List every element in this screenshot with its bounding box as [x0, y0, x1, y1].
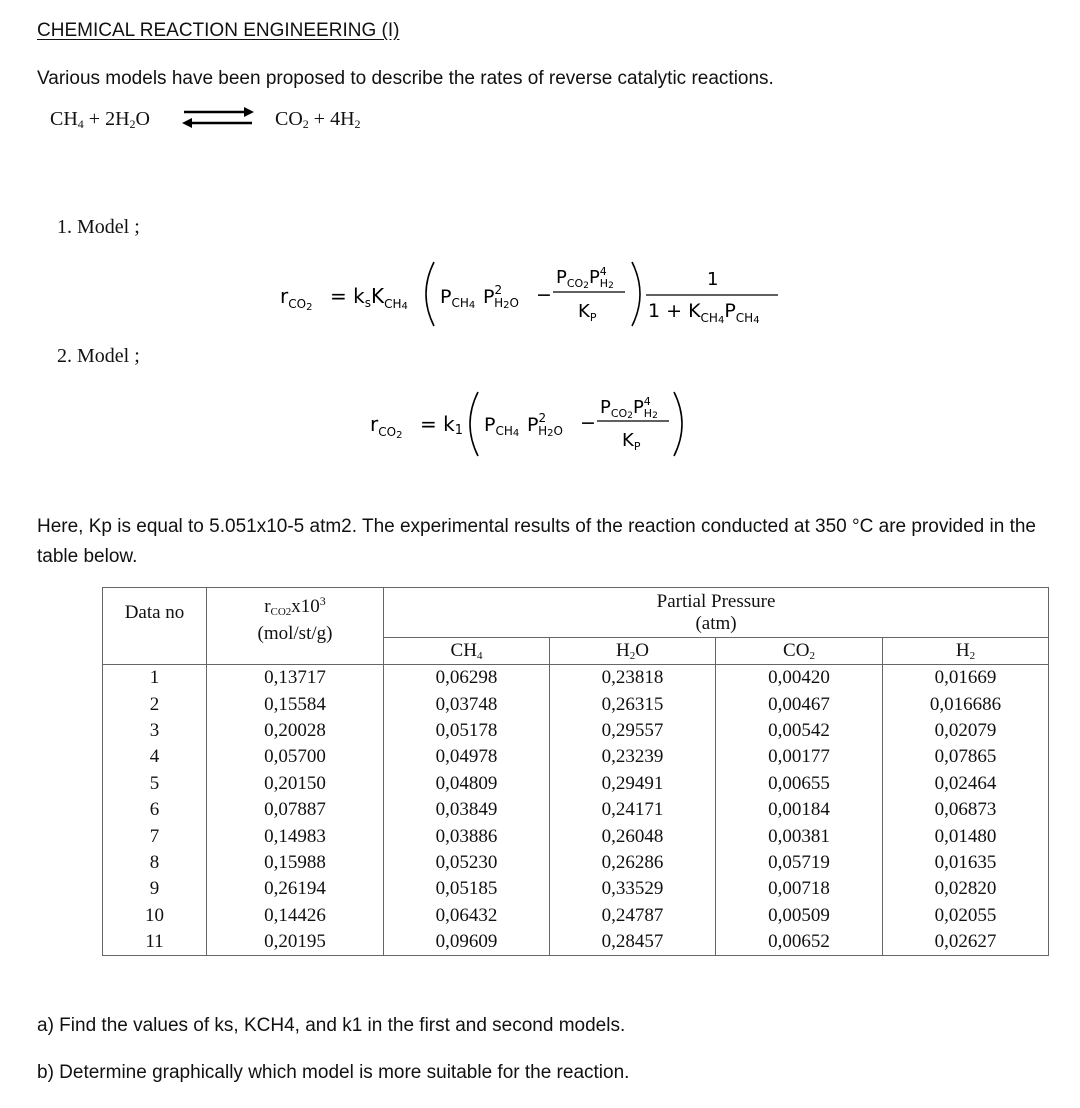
table-cell: 0,04809	[384, 771, 550, 797]
table-cell: 0,02464	[883, 771, 1049, 797]
product-co-sub: 2	[302, 117, 309, 131]
table-cell: 10	[103, 903, 207, 929]
reaction-reactants	[50, 108, 150, 132]
m2-rhs-k: = k1	[420, 412, 463, 438]
m2-p-h2o: $P^2$ H2O	[527, 411, 563, 439]
reactant-ch-sub: 4	[77, 117, 84, 131]
table-cell: 0,00542	[716, 718, 883, 744]
h2o-sub: 2	[629, 650, 636, 662]
m1-minus: −	[536, 284, 552, 306]
table-cell: 0,00652	[716, 929, 883, 956]
col-header-rate	[207, 588, 384, 665]
table-cell: 0,00655	[716, 771, 883, 797]
m1-p-ch4: $P_{CH}4$	[440, 286, 476, 311]
table-cell: 0,05230	[384, 850, 550, 876]
model-1-label: 1. Model ;	[57, 216, 140, 238]
table-cell: 1	[103, 665, 207, 692]
table-row	[103, 744, 1049, 770]
table-cell: 0,016686	[883, 691, 1049, 717]
table-cell: 0,00509	[716, 903, 883, 929]
table-cell: 0,02079	[883, 718, 1049, 744]
product-h: + 4H	[308, 108, 355, 130]
m1-den: $K_P$	[578, 301, 597, 324]
table-cell: 0,26048	[550, 823, 716, 849]
col-header-h2o	[550, 638, 716, 665]
table-cell: 0,06298	[384, 665, 550, 692]
h2-sub: 2	[969, 650, 976, 662]
question-a: a) Find the values of ks, KCH4, and k1 in the first and second models.	[37, 1015, 626, 1036]
table-cell: 0,05719	[716, 850, 883, 876]
m1-num: $P_{CO}2P^4$ H2	[556, 265, 614, 291]
reactant-water-end: O	[135, 108, 150, 130]
ch4-label: CH	[450, 640, 477, 661]
table-cell: 0,20150	[207, 771, 384, 797]
equilibrium-arrows-icon	[178, 104, 258, 132]
table-cell: 0,29557	[550, 718, 716, 744]
table-cell: 0,07865	[883, 744, 1049, 770]
table-row	[103, 876, 1049, 902]
table-cell: 0,14983	[207, 823, 384, 849]
h2o-end: O	[635, 640, 649, 661]
table-row	[103, 718, 1049, 744]
table-cell: 0,01635	[883, 850, 1049, 876]
h2-label: H	[955, 640, 970, 661]
co2-sub: 2	[809, 650, 815, 662]
table-row	[103, 823, 1049, 849]
product-co: CO	[275, 108, 303, 130]
table-cell: 0,00467	[716, 691, 883, 717]
table-cell: 7	[103, 823, 207, 849]
table-cell: 0,23818	[550, 665, 716, 692]
table-cell: 0,05178	[384, 718, 550, 744]
reactant-ch: CH	[50, 108, 78, 130]
table-cell: 0,29491	[550, 771, 716, 797]
m2-minus: −	[580, 412, 596, 434]
m1-right-paren	[632, 262, 640, 326]
table-row	[103, 691, 1049, 717]
table-cell: 0,06873	[883, 797, 1049, 823]
m1-left-paren	[426, 262, 434, 326]
reaction-products	[275, 108, 361, 132]
table-cell: 0,03886	[384, 823, 550, 849]
table-cell: 0,26286	[550, 850, 716, 876]
intro-text: Various models have been proposed to describe the rates of reverse catalytic reactions.	[37, 68, 774, 89]
table-cell: 0,00718	[716, 876, 883, 902]
table-cell: 0,00381	[716, 823, 883, 849]
m2-right-paren	[674, 392, 682, 456]
table-cell: 0,15584	[207, 691, 384, 717]
ch4-sub: 4	[476, 650, 483, 662]
col-header-partial-pressure	[384, 588, 1049, 638]
m2-lhs: $r_{CO}2$	[370, 412, 403, 441]
table-row	[103, 797, 1049, 823]
table-cell: 0,04978	[384, 744, 550, 770]
table-cell: 0,13717	[207, 665, 384, 692]
table-cell: 0,26194	[207, 876, 384, 902]
col-header-data-no: Data no	[103, 588, 207, 665]
m2-den: $K_P$	[622, 430, 641, 453]
pp-label: Partial Pressure	[656, 591, 776, 612]
h2o-label: H	[616, 640, 630, 661]
table-cell: 6	[103, 797, 207, 823]
table-cell: 0,03849	[384, 797, 550, 823]
table-cell: 0,28457	[550, 929, 716, 956]
experimental-data-table	[102, 587, 1049, 956]
table-cell: 0,05185	[384, 876, 550, 902]
table-cell: 0,01669	[883, 665, 1049, 692]
table-row	[103, 903, 1049, 929]
table-cell: 0,23239	[550, 744, 716, 770]
table-cell: 0,00420	[716, 665, 883, 692]
m1-one: 1	[707, 269, 719, 290]
rate-unit: (mol/st/g)	[257, 623, 333, 644]
col-header-co2	[716, 638, 883, 665]
table-cell: 0,24171	[550, 797, 716, 823]
reactant-water-sub: 2	[129, 117, 136, 131]
rate-sup: 3	[319, 594, 326, 608]
table-cell: 8	[103, 850, 207, 876]
table-cell: 0,15988	[207, 850, 384, 876]
m1-rhs-k: = $k_sK_{CH}4$	[330, 284, 408, 312]
table-row	[103, 665, 1049, 692]
table-cell: 0,26315	[550, 691, 716, 717]
table-cell: 0,00177	[716, 744, 883, 770]
table-cell: 2	[103, 691, 207, 717]
table-cell: 0,01480	[883, 823, 1049, 849]
table-cell: 0,24787	[550, 903, 716, 929]
table-cell: 0,00184	[716, 797, 883, 823]
col-header-ch4	[384, 638, 550, 665]
col-header-h2	[883, 638, 1049, 665]
co2-label: CO	[783, 640, 810, 661]
table-cell: 0,07887	[207, 797, 384, 823]
rate-r: r	[264, 596, 271, 617]
table-cell: 0,03748	[384, 691, 550, 717]
model-2-label: 2. Model ;	[57, 345, 140, 367]
table-cell: 0,33529	[550, 876, 716, 902]
table-cell: 0,05700	[207, 744, 384, 770]
table-cell: 0,20028	[207, 718, 384, 744]
table-cell: 0,20195	[207, 929, 384, 956]
m1-den2: $1 + K_{CH}4P_{CH}4$	[648, 300, 760, 326]
table-row	[103, 771, 1049, 797]
m2-p-ch4: $P_{CH}4$	[484, 414, 520, 439]
reactant-water: + 2H	[83, 108, 130, 130]
table-cell: 11	[103, 929, 207, 956]
m1-p-h2o: $P^2$ H2O	[483, 283, 519, 311]
table-cell: 0,02820	[883, 876, 1049, 902]
rate-x: x10	[291, 596, 320, 617]
kp-description: Here, Kp is equal to 5.051x10-5 atm2. The experimental results of the reaction conducted at 350 °C are provided in the table below.	[37, 516, 1037, 567]
table-row	[103, 929, 1049, 956]
table-cell: 4	[103, 744, 207, 770]
m2-num: $P_{CO}2P^4$ H2	[600, 395, 658, 421]
table-cell: 9	[103, 876, 207, 902]
table-cell: 0,09609	[384, 929, 550, 956]
model-2-formula	[368, 386, 698, 466]
m2-left-paren	[470, 392, 478, 456]
table-cell: 0,06432	[384, 903, 550, 929]
pp-unit: (atm)	[695, 613, 737, 634]
table-cell: 3	[103, 718, 207, 744]
product-h-sub: 2	[354, 117, 361, 131]
m1-lhs: $r_{CO}2$	[280, 284, 313, 313]
table-row	[103, 850, 1049, 876]
model-1-formula	[278, 254, 788, 334]
table-cell: 5	[103, 771, 207, 797]
table-cell: 0,02627	[883, 929, 1049, 956]
rate-sub: CO2	[270, 606, 292, 618]
page-title: CHEMICAL REACTION ENGINEERING (I)	[37, 20, 400, 41]
question-b: b) Determine graphically which model is more suitable for the reaction.	[37, 1062, 630, 1083]
table-cell: 0,02055	[883, 903, 1049, 929]
table-body	[103, 665, 1049, 956]
table-cell: 0,14426	[207, 903, 384, 929]
